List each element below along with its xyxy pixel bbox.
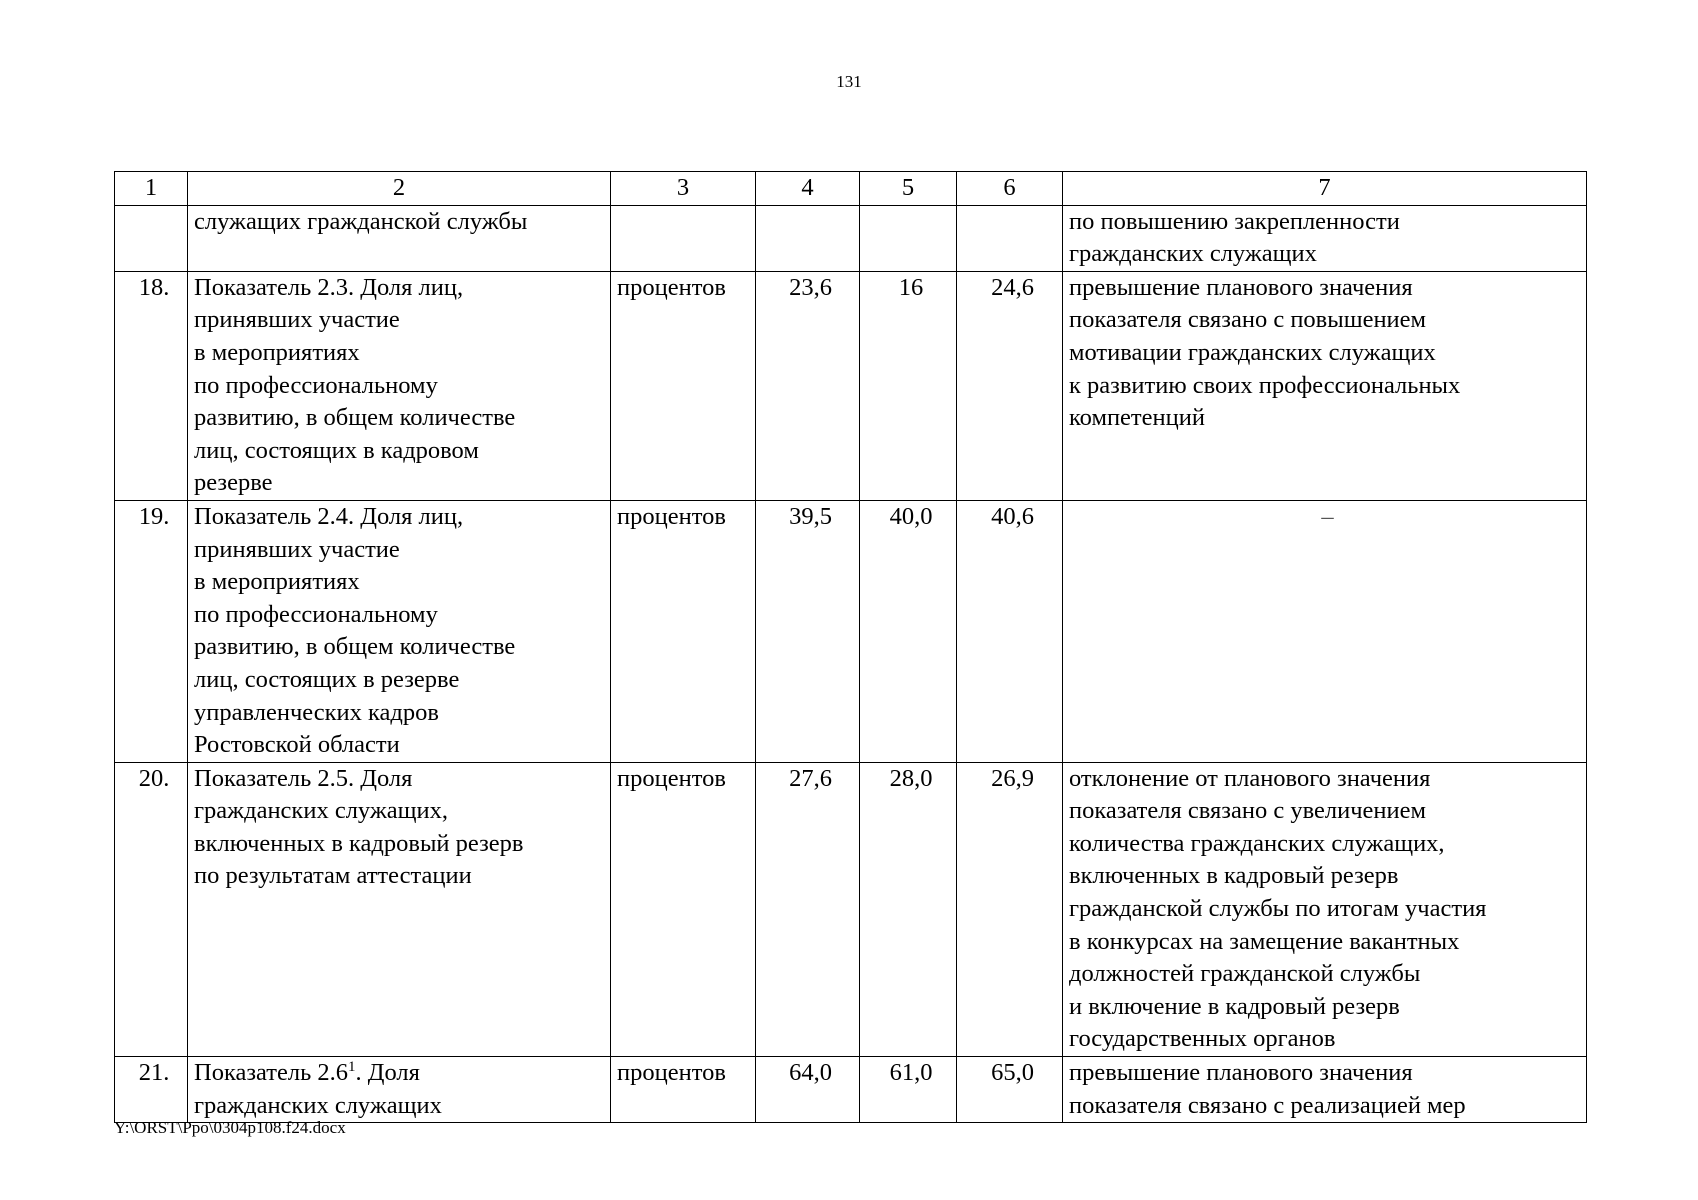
header-row — [115, 172, 1587, 206]
column-header: 4 — [756, 172, 860, 206]
value-cell — [860, 205, 957, 271]
column-header: 5 — [860, 172, 957, 206]
unit-cell: процентов — [611, 1057, 756, 1123]
comment-cell: превышение планового значения показателя связано с повышением мотивации гражданских служащих к развитию своих профессиональных компетенций — [1063, 271, 1587, 500]
indicators-table — [114, 171, 1587, 1123]
indicator-name: Показатель 2.4. Доля лиц, принявших участие в мероприятиях по профессиональному развитию, в общем количестве лиц, состоящих в резерве управленческих кадров Ростовской области — [188, 500, 611, 762]
row-number: 20. — [115, 762, 188, 1056]
table-row — [115, 762, 1587, 1056]
row-number: 21. — [115, 1057, 188, 1123]
value-col4: 23,6 — [756, 271, 860, 500]
value-col4: 39,5 — [756, 500, 860, 762]
value-col6: 65,0 — [957, 1057, 1063, 1123]
indicator-name-prefix: Показатель 2.6 — [194, 1059, 348, 1087]
indicator-name: Показатель 2.3. Доля лиц, принявших участие в мероприятиях по профессиональному развитию, в общем количестве лиц, состоящих в кадровом резерве — [188, 271, 611, 500]
value-col6: 40,6 — [957, 500, 1063, 762]
value-col6: 24,6 — [957, 271, 1063, 500]
column-header: 3 — [611, 172, 756, 206]
value-col6: 26,9 — [957, 762, 1063, 1056]
table-row — [115, 271, 1587, 500]
row-number — [115, 205, 188, 271]
comment-cell: превышение планового значения показателя связано с реализацией мер — [1063, 1057, 1587, 1123]
value-col4: 64,0 — [756, 1057, 860, 1123]
value-col5: 16 — [860, 271, 957, 500]
comment-cell: по повышению закрепленности гражданских служащих — [1063, 205, 1587, 271]
row-number: 18. — [115, 271, 188, 500]
value-col5: 40,0 — [860, 500, 957, 762]
unit-cell: процентов — [611, 762, 756, 1056]
footnote-marker: 1 — [348, 1058, 356, 1075]
column-header: 6 — [957, 172, 1063, 206]
table-row — [115, 1057, 1587, 1123]
page-number: 131 — [836, 72, 862, 91]
file-path-footer: Y:\ORST\Ppo\0304p108.f24.docx — [114, 1118, 346, 1137]
unit-cell: процентов — [611, 500, 756, 762]
value-cell — [756, 205, 860, 271]
column-header: 2 — [188, 172, 611, 206]
indicator-name — [188, 1057, 611, 1123]
row-number: 19. — [115, 500, 188, 762]
value-col5: 61,0 — [860, 1057, 957, 1123]
indicator-name-suffix: . Доля гражданских служащих — [194, 1059, 442, 1119]
value-cell — [957, 205, 1063, 271]
table-row — [115, 500, 1587, 762]
comment-cell: – — [1063, 500, 1587, 762]
unit-cell — [611, 205, 756, 271]
comment-cell: отклонение от планового значения показателя связано с увеличением количества гражданских служащих, включенных в кадровый резерв гражданской службы по итогам участия в конкурсах на замещение вакантных должностей гражданской службы и включение в кадровый резерв государственных органов — [1063, 762, 1587, 1056]
table-row-continuation — [115, 205, 1587, 271]
unit-cell: процентов — [611, 271, 756, 500]
value-col5: 28,0 — [860, 762, 957, 1056]
column-header: 1 — [115, 172, 188, 206]
value-col4: 27,6 — [756, 762, 860, 1056]
indicator-name: служащих гражданской службы — [188, 205, 611, 271]
column-header: 7 — [1063, 172, 1587, 206]
indicator-name: Показатель 2.5. Доля гражданских служащих, включенных в кадровый резерв по результатам аттестации — [188, 762, 611, 1056]
